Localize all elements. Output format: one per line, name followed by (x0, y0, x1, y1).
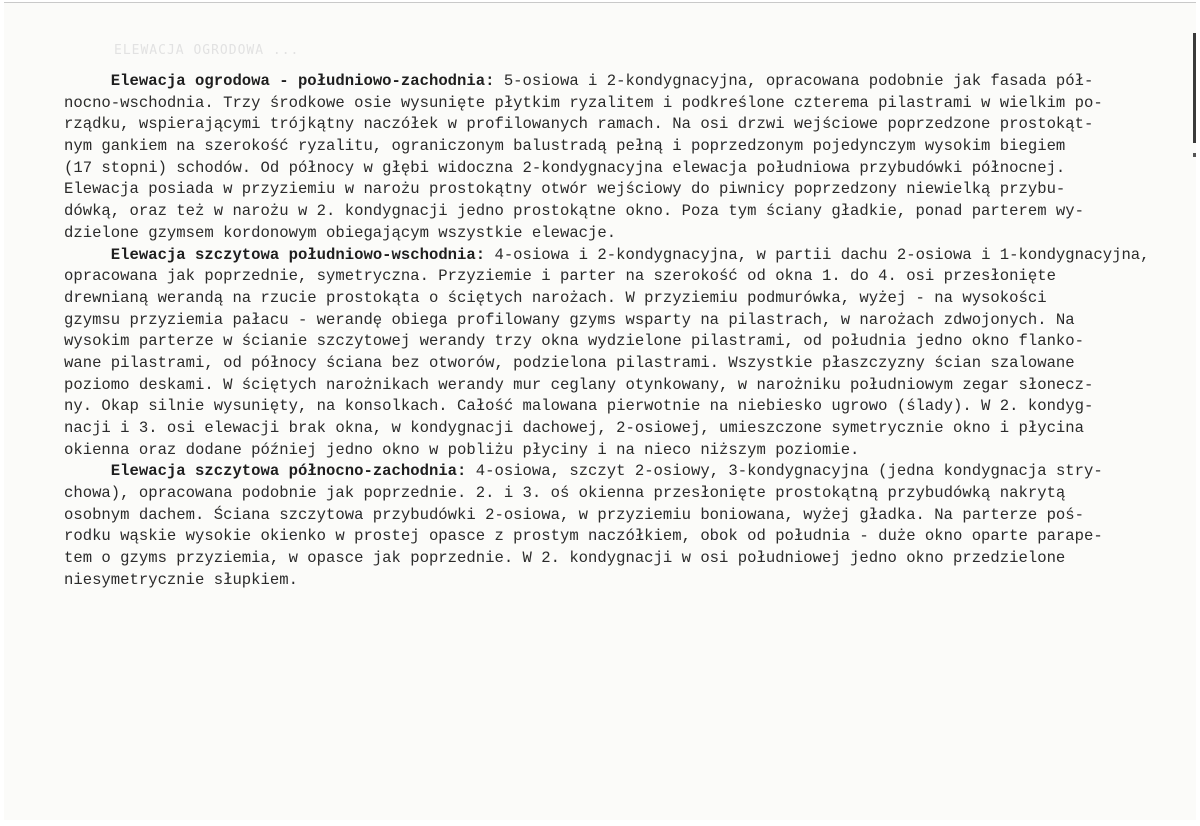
line-text: opracowana jak poprzednie, symetryczna. Przyziemie i parter na szerokość od okna 1. do 4. osi przesłonięte (64, 267, 1056, 286)
text-line (64, 570, 1192, 592)
text-line (64, 136, 1192, 158)
text-line (64, 93, 1192, 115)
scan-edge-mark-small (1193, 153, 1196, 157)
line-text: gzymsu przyziemia pałacu - werandę obiega profilowany gzyms wsparty na pilastrach, w narożach zdwojonych. Na (64, 310, 1075, 329)
text-line (64, 548, 1192, 570)
text-line (64, 440, 1192, 462)
text-line (64, 505, 1192, 527)
text-line (64, 201, 1192, 223)
text-line (64, 158, 1192, 180)
text-line (64, 223, 1192, 245)
line-text: 5-osiowa i 2-kondygnacyjna, opracowana podobnie jak fasada pół- (494, 72, 1094, 90)
section-heading: Elewacja szczytowa południowo-wschodnia: (110, 245, 486, 264)
text-line (64, 375, 1192, 397)
text-line (64, 418, 1192, 440)
paragraph-indent (64, 462, 111, 480)
line-text: ny. Okap silnie wysunięty, na konsolkach. Całość malowana pierwotnie na niebiesko ugrowo (ślady). W 2. kondyg- (64, 397, 1094, 416)
paragraph-indent (64, 72, 111, 90)
line-text: nym gankiem na szerokość ryzalitu, ograniczonym balustradą pełną i poprzedzonym pojedynczym wysokim biegiem (64, 137, 1066, 156)
section-heading: Elewacja ogrodowa - południowo-zachodnia: (110, 72, 495, 90)
line-text: Elewacja posiada w przyziemiu w narożu prostokątny otwór wejściowy do piwnicy poprzedzony niewielką przybu- (64, 180, 1066, 199)
line-text: rodku wąskie wysokie okienko w prostej opasce z prostym naczółkiem, obok od południa - duże okno oparte parape- (64, 527, 1103, 546)
text-line (64, 310, 1192, 332)
line-text: okienna oraz dodane później jedno okno w pobliżu płyciny i na nieco niższym poziomie. (64, 440, 860, 459)
line-text: poziomo deskami. W ściętych narożnikach werandy mur ceglany otynkowany, w narożniku południowym zegar słonecz- (64, 375, 1094, 394)
line-text: 4-osiowa i 2-kondygnacyjna, w partii dachu 2-osiowa i 1-kondygnacyjna, (485, 245, 1150, 264)
text-line (64, 483, 1192, 505)
text-line (64, 526, 1192, 548)
text-line (64, 245, 1192, 267)
line-text: rządku, wspierającymi trójkątny naczółek w profilowanych ramach. Na osi drzwi wejściowe poprzedzone prostokąt- (64, 115, 1094, 134)
line-text: tem o gzyms przyziemia, w opasce jak poprzednie. W 2. kondygnacji w osi południowej jedno okno przedzielone (64, 549, 1066, 568)
paragraph-indent (64, 246, 111, 264)
line-text: drewnianą werandą na rzucie prostokąta o ściętych narożach. W przyziemiu podmurówka, wyżej - na wysokości (64, 288, 1047, 307)
text-line (64, 331, 1192, 353)
line-text: nocno-wschodnia. Trzy środkowe osie wysunięte płytkim ryzalitem i podkreślone czterema pilastrami w wielkim po- (64, 93, 1103, 112)
line-text: wane pilastrami, od północy ściana bez otworów, podzielona pilastrami. Wszystkie płaszczyzny ścian szalowane (64, 353, 1075, 372)
text-line (64, 353, 1192, 375)
scan-edge-mark (1193, 33, 1196, 143)
document-body (64, 71, 1192, 592)
text-line (64, 396, 1192, 418)
document-page (4, 2, 1196, 820)
text-line (64, 114, 1192, 136)
line-text: niesymetrycznie słupkiem. (64, 570, 298, 589)
text-line (64, 179, 1192, 201)
line-text: nacji i 3. osi elewacji brak okna, w kondygnacji dachowej, 2-osiowej, umieszczone symetrycznie okno i płycina (64, 419, 1084, 437)
line-text: 4-osiowa, szczyt 2-osiowy, 3-kondygnacyjna (jedna kondygnacja stry- (466, 462, 1103, 481)
text-line (64, 461, 1192, 483)
line-text: osobnym dachem. Ściana szczytowa przybudówki 2-osiowa, w przyziemiu boniowana, wyżej gładka. Na parterze poś- (64, 505, 1084, 524)
text-line (64, 266, 1192, 288)
section-heading: Elewacja szczytowa północno-zachodnia: (110, 462, 467, 481)
reverse-side-bleed-through: ELEWACJA OGRODOWA ... (114, 43, 300, 55)
text-line (64, 288, 1192, 310)
line-text: wysokim parterze w ścianie szczytowej werandy trzy okna wydzielone pilastrami, od południa jedno okno flanko- (64, 332, 1084, 351)
text-line (64, 71, 1192, 93)
line-text: dówką, oraz też w narożu w 2. kondygnacji jedno prostokątne okno. Poza tym ściany gładkie, ponad parterem wy- (64, 202, 1084, 221)
line-text: chowa), opracowana podobnie jak poprzednie. 2. i 3. oś okienna przesłonięte prostokątną przybudówką nakrytą (64, 484, 1066, 503)
line-text: dzielone gzymsem kordonowym obiegającym wszystkie elewacje. (64, 223, 617, 242)
line-text: (17 stopni) schodów. Od północy w głębi widoczna 2-kondygnacyjna elewacja południowa przybudówki północnej. (64, 158, 1066, 177)
